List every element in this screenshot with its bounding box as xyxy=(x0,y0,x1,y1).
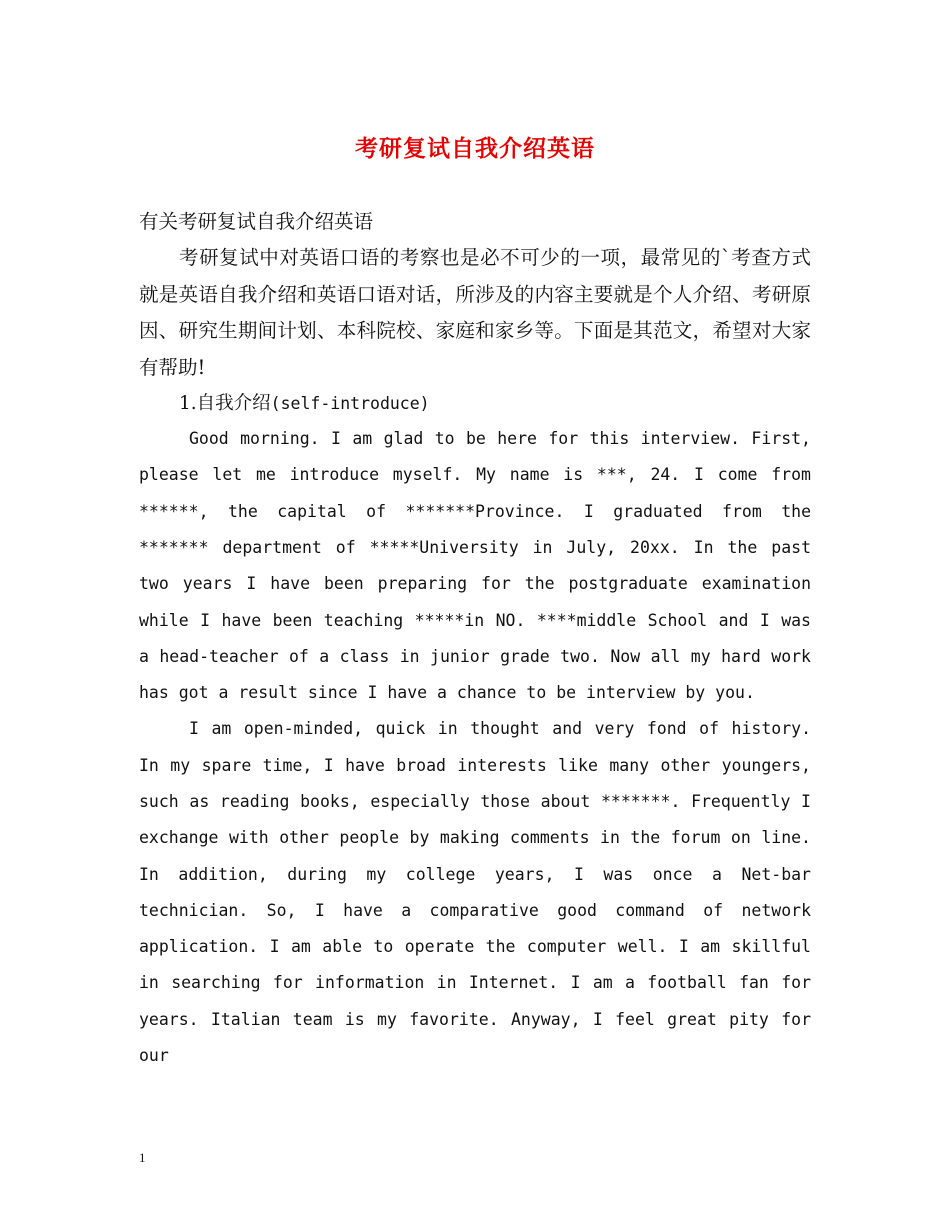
document-subtitle: 有关考研复试自我介绍英语 xyxy=(139,210,374,233)
document-title: 考研复试自我介绍英语 xyxy=(355,135,595,162)
document-body xyxy=(139,204,811,1074)
intro-paragraph: 考研复试中对英语口语的考察也是必不可少的一项，最常见的`考查方式就是英语自我介绍和英语口语对话，所涉及的内容主要就是个人介绍、考研原因、研究生期间计划、本科院校、家庭和家乡等。下面是其范文，希望对大家有帮助! xyxy=(139,246,811,379)
section-heading-self-introduce xyxy=(139,386,811,421)
section-label-cn: 自我介绍 xyxy=(196,393,271,415)
english-paragraph-1: Good morning. I am glad to be here for this interview. First, please let me introduce myself. My name is ***, 24. I come from ******, the capital of *******Province. I graduated from the ******* department of *****University in July, 20xx. In the past two years I have been preparing for the postgraduate examination while I have been teaching *****in NO. ****middle School and I was a head-teacher of a class in junior grade two. Now all my hard work has got a result since I have a chance to be interview by you. xyxy=(139,429,811,703)
english-paragraph-2: I am open-minded, quick in thought and very fond of history. In my spare time, I have broad interests like many other youngers, such as reading books, especially those about *******. Frequently I exchange with other people by making comments in the forum on line. In addition, during my college years, I was once a Net-bar technician. So, I have a comparative good command of network application. I am able to operate the computer well. I am skillful in searching for information in Internet. I am a football fan for years. Italian team is my favorite. Anyway, I feel great pity for our xyxy=(139,719,811,1066)
section-number: 1. xyxy=(179,393,197,415)
section-label-en: (self-introduce) xyxy=(270,394,430,414)
page-number: 1 xyxy=(139,1150,146,1165)
